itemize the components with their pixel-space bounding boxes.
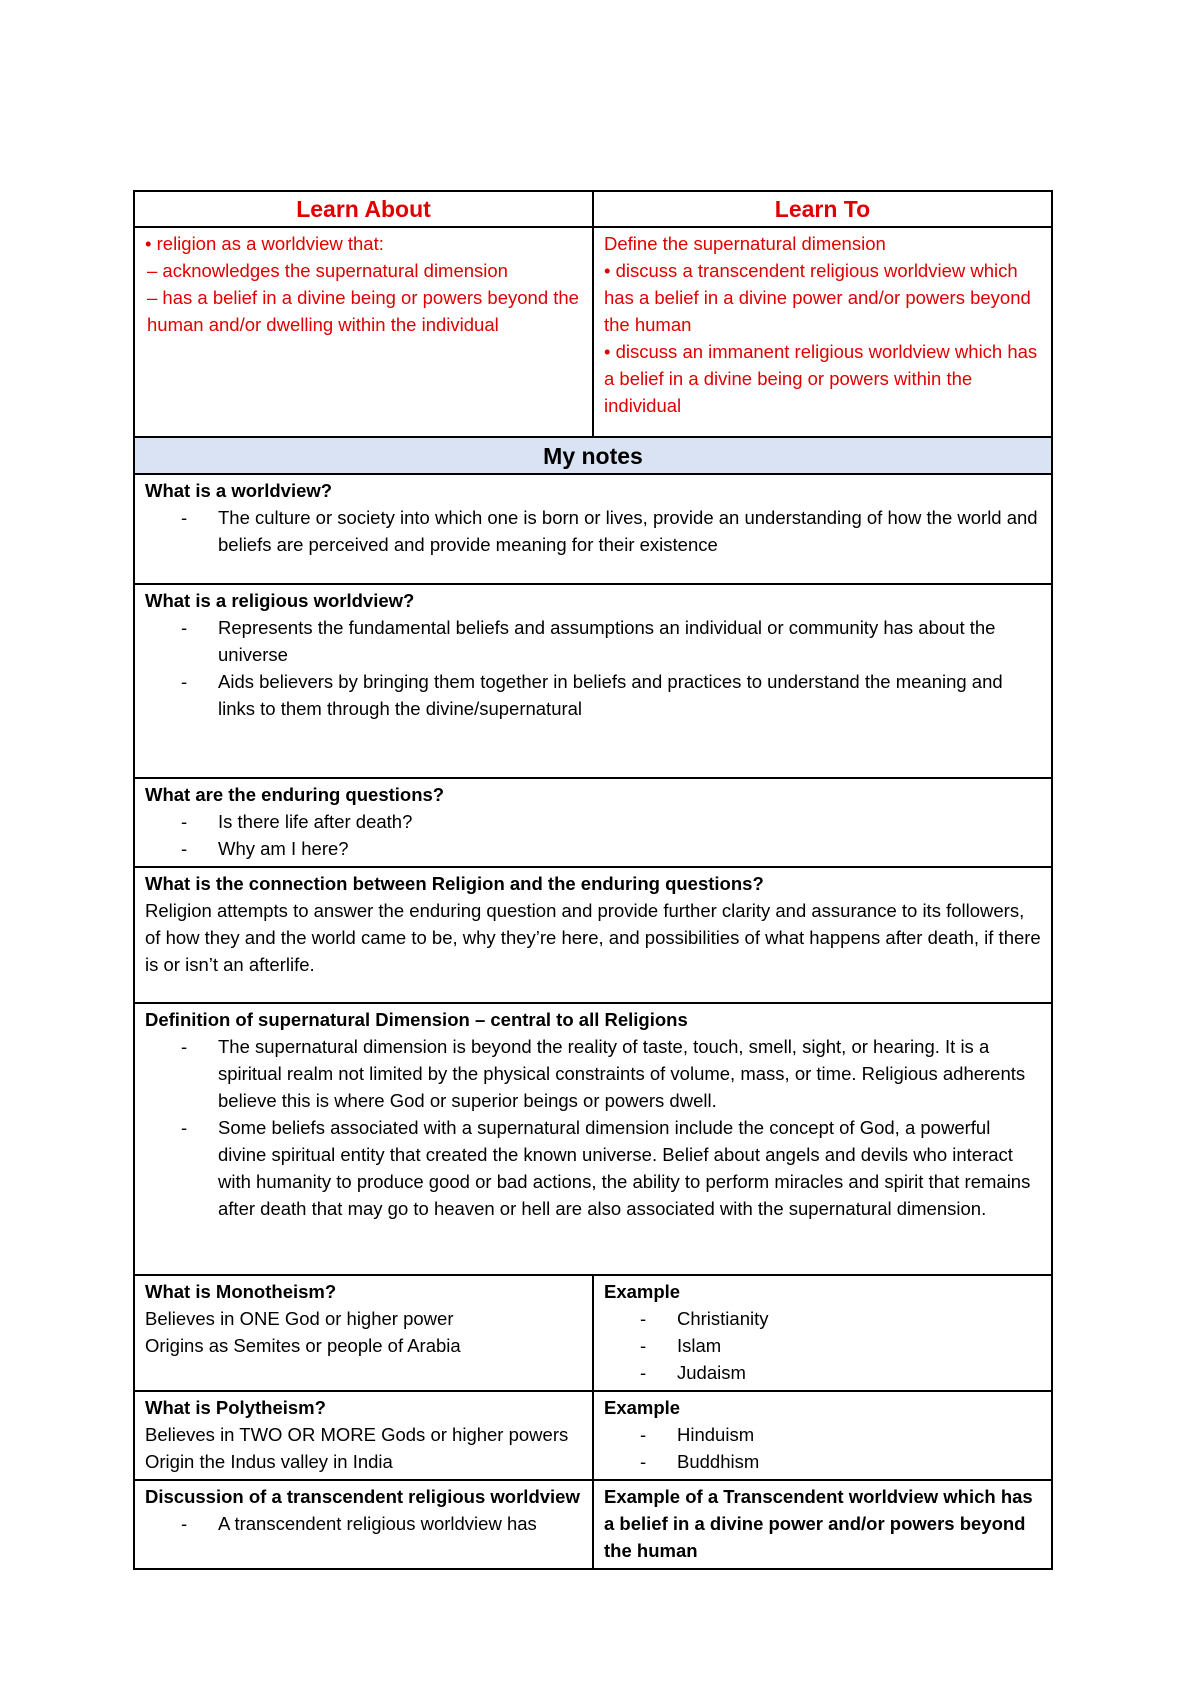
learn-about-item: • religion as a worldview that: (145, 233, 384, 254)
monotheism-line: Believes in ONE God or higher power (145, 1308, 454, 1329)
notes-header-row (134, 437, 1052, 474)
learn-about-cell (134, 227, 593, 437)
transcendent-point: - A transcendent religious worldview has (145, 1510, 582, 1537)
enduring-question: What are the enduring questions? (145, 784, 445, 805)
supernatural-point: - Some beliefs associated with a supernatural dimension include the concept of God, a powerful divine spiritual entity that created the known universe. Belief about angels and devils who interact with humanity to produce good or bad actions, the ability to perform miracles and spirit that remains after death that may go to heaven or hell are also associated with the supernatural dimension. (145, 1114, 1041, 1222)
polytheism-example: - Buddhism (604, 1448, 1041, 1475)
transcendent-cell (134, 1480, 593, 1569)
worldview-row (134, 474, 1052, 584)
enduring-point: - Why am I here? (145, 835, 1041, 862)
supernatural-row (134, 1003, 1052, 1275)
polytheism-example-label: Example (604, 1397, 681, 1418)
monotheism-row (134, 1275, 1052, 1391)
polytheism-cell (134, 1391, 593, 1480)
connection-row (134, 867, 1052, 1003)
worldview-point: - The culture or society into which one is born or lives, provide an understanding of how the world and beliefs are perceived and provide meaning for their existence (145, 504, 1041, 558)
notes-table (133, 190, 1053, 1570)
transcendent-example-cell (593, 1480, 1052, 1569)
header-row (134, 191, 1052, 227)
enduring-point: - Is there life after death? (145, 808, 1041, 835)
monotheism-question: What is Monotheism? (145, 1281, 337, 1302)
monotheism-example-label: Example (604, 1281, 681, 1302)
worldview-question: What is a worldview? (145, 480, 333, 501)
outcomes-row (134, 227, 1052, 437)
learn-about-item: – has a belief in a divine being or powers beyond the human and/or dwelling within the individual (147, 287, 579, 335)
enduring-row (134, 778, 1052, 867)
polytheism-example: - Hinduism (604, 1421, 1041, 1448)
transcendent-row (134, 1480, 1052, 1569)
polytheism-line: Believes in TWO OR MORE Gods or higher powers (145, 1424, 569, 1445)
connection-question: What is the connection between Religion and the enduring questions? (145, 873, 764, 894)
religious-worldview-point: - Aids believers by bringing them together in beliefs and practices to understand the meaning and links to them through the divine/supernatural (145, 668, 1041, 722)
religious-worldview-point: - Represents the fundamental beliefs and assumptions an individual or community has about the universe (145, 614, 1041, 668)
monotheism-cell (134, 1275, 593, 1391)
transcendent-example-heading: Example of a Transcendent worldview which has a belief in a divine power and/or powers beyond the human (604, 1486, 1033, 1561)
worldview-cell (134, 474, 1052, 584)
transcendent-question: Discussion of a transcendent religious worldview (145, 1486, 580, 1507)
supernatural-point: - The supernatural dimension is beyond the reality of taste, touch, smell, sight, or hearing. It is a spiritual realm not limited by the physical constraints of volume, mass, or time. Religious adherents believe this is where God or superior beings or powers dwell. (145, 1033, 1041, 1114)
monotheism-example: - Christianity (604, 1305, 1041, 1332)
monotheism-line: Origins as Semites or people of Arabia (145, 1335, 461, 1356)
monotheism-example-cell (593, 1275, 1052, 1391)
monotheism-example: - Judaism (604, 1359, 1041, 1386)
polytheism-question: What is Polytheism? (145, 1397, 326, 1418)
supernatural-cell (134, 1003, 1052, 1275)
connection-answer: Religion attempts to answer the enduring question and provide further clarity and assurance to its followers, of how they and the world came to be, why they’re here, and possibilities of what happens after death, if there is or isn’t an afterlife. (145, 900, 1041, 975)
monotheism-example: - Islam (604, 1332, 1041, 1359)
learn-to-item: Define the supernatural dimension (604, 233, 886, 254)
religious-worldview-question: What is a religious worldview? (145, 590, 415, 611)
learn-to-cell (593, 227, 1052, 437)
enduring-cell (134, 778, 1052, 867)
my-notes-heading: My notes (134, 437, 1052, 474)
learn-to-heading: Learn To (593, 191, 1052, 227)
polytheism-example-cell (593, 1391, 1052, 1480)
supernatural-question: Definition of supernatural Dimension – central to all Religions (145, 1009, 688, 1030)
learn-about-item: – acknowledges the supernatural dimension (147, 260, 508, 281)
learn-to-item: • discuss an immanent religious worldview which has a belief in a divine being or powers within the individual (604, 341, 1038, 416)
religious-worldview-cell (134, 584, 1052, 778)
religious-worldview-row (134, 584, 1052, 778)
learn-about-heading: Learn About (134, 191, 593, 227)
polytheism-row (134, 1391, 1052, 1480)
polytheism-line: Origin the Indus valley in India (145, 1451, 393, 1472)
learn-to-item: • discuss a transcendent religious worldview which has a belief in a divine power and/or powers beyond the human (604, 260, 1031, 335)
connection-cell (134, 867, 1052, 1003)
